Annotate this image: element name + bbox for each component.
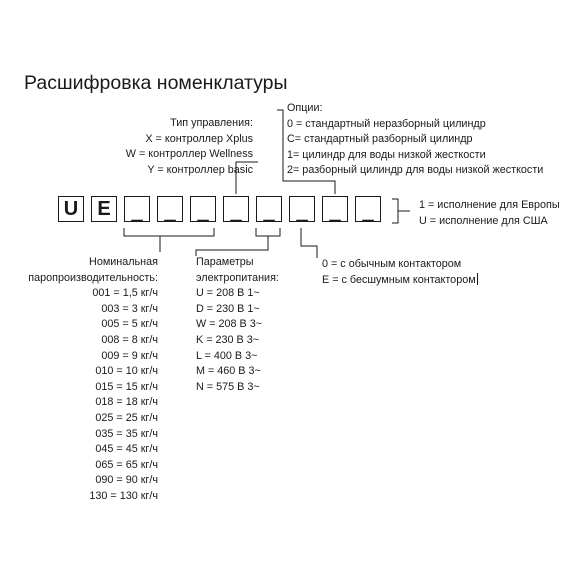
- contactor-block: [322, 257, 478, 288]
- code-box: _: [289, 196, 315, 222]
- power-item: L = 400 В 3~: [196, 349, 258, 362]
- capacity-item: 010 = 10 кг/ч: [95, 365, 158, 378]
- power-item: K = 230 В 3~: [196, 333, 260, 346]
- capacity-item: 005 = 5 кг/ч: [101, 318, 158, 331]
- power-item: U = 208 В 1~: [196, 287, 260, 300]
- control-type-item: W = контроллер Wellness: [125, 148, 253, 161]
- contactor-item: [322, 273, 478, 289]
- control-type-block: [126, 116, 253, 178]
- options-item: 1= цилиндр для воды низкой жесткости: [287, 148, 486, 161]
- text-cursor: [477, 273, 478, 285]
- code-box: _: [223, 196, 249, 222]
- connector-power: [196, 228, 280, 256]
- capacity-item: 001 = 1,5 кг/ч: [92, 287, 158, 300]
- region-item: U = исполнение для США: [419, 214, 548, 227]
- code-box: _: [322, 196, 348, 222]
- options-item: C= стандартный разборный цилиндр: [287, 133, 473, 146]
- page-title: Расшифровка номенклатуры: [24, 72, 288, 94]
- control-type-heading: Тип управления:: [170, 117, 253, 129]
- capacity-heading: Номинальная: [89, 256, 158, 268]
- capacity-item: 090 = 90 кг/ч: [95, 474, 158, 487]
- power-item: W = 208 В 3~: [196, 318, 263, 331]
- capacity-item: 009 = 9 кг/ч: [101, 349, 158, 362]
- power-heading: Параметры: [196, 256, 254, 268]
- control-type-item: X = контроллер Xplus: [145, 132, 253, 145]
- connector-contactor: [301, 228, 317, 258]
- capacity-item: 008 = 8 кг/ч: [101, 333, 158, 346]
- capacity-item: 065 = 65 кг/ч: [95, 458, 158, 471]
- code-box: _: [355, 196, 381, 222]
- connector-capacity: [124, 228, 214, 252]
- code-box: U: [58, 196, 84, 222]
- control-type-item: Y = контроллер basic: [147, 163, 253, 176]
- power-item: D = 230 В 1~: [196, 302, 260, 315]
- contactor-item-text: E = с бесшумным контактором: [322, 273, 476, 286]
- capacity-heading: паропроизводительность:: [28, 271, 158, 284]
- power-block: [196, 255, 279, 395]
- contactor-item: 0 = с обычным контактором: [322, 258, 462, 270]
- capacity-item: 015 = 15 кг/ч: [95, 380, 158, 393]
- code-box: _: [256, 196, 282, 222]
- power-item: N = 575 В 3~: [196, 380, 260, 393]
- capacity-block: [28, 255, 158, 505]
- options-heading: Опции:: [287, 102, 323, 114]
- code-box: _: [124, 196, 150, 222]
- capacity-item: 018 = 18 кг/ч: [95, 396, 158, 409]
- capacity-item: 003 = 3 кг/ч: [101, 302, 158, 315]
- options-item: 0 = стандартный неразборный цилиндр: [287, 117, 486, 130]
- connector-region: [392, 199, 410, 223]
- code-box: _: [157, 196, 183, 222]
- code-box: _: [190, 196, 216, 222]
- options-block: [287, 101, 543, 179]
- power-heading: электропитания:: [196, 271, 279, 284]
- capacity-item: 130 = 130 кг/ч: [89, 489, 158, 502]
- options-item: 2= разборный цилиндр для воды низкой жесткости: [287, 164, 544, 177]
- capacity-item: 045 = 45 кг/ч: [95, 443, 158, 456]
- code-box: E: [91, 196, 117, 222]
- region-item: 1 = исполнение для Европы: [419, 199, 560, 211]
- region-block: [419, 198, 560, 229]
- capacity-item: 035 = 35 кг/ч: [95, 427, 158, 440]
- power-item: M = 460 В 3~: [196, 365, 261, 378]
- capacity-item: 025 = 25 кг/ч: [95, 411, 158, 424]
